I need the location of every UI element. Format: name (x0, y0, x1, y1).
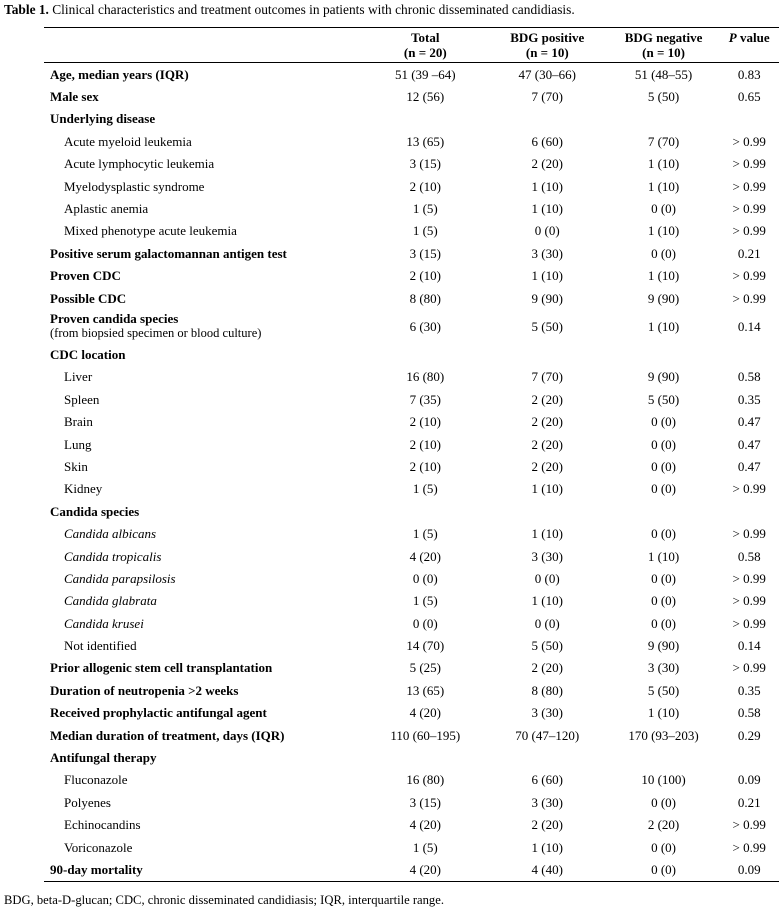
row-label-text: Candida albicans (64, 526, 157, 542)
table-row (44, 478, 779, 500)
row-label-text: Proven candida species (50, 311, 179, 327)
cell-total: 4 (20) (409, 548, 441, 564)
cell-bdg-positive: 3 (30) (531, 245, 563, 261)
cell-p-value: 0.29 (737, 727, 761, 743)
cell-total: 12 (56) (406, 89, 445, 105)
row-label-text: 90-day mortality (50, 861, 143, 877)
row-label (44, 769, 364, 791)
cell-p-value: 0.35 (737, 682, 761, 698)
cell-bdg-negative: 0 (0) (651, 414, 676, 430)
cell-p-value: 0.58 (737, 705, 761, 721)
cell-total (364, 343, 487, 365)
cell-p-value: 0.14 (737, 318, 761, 334)
cell-bdg-positive: 1 (10) (531, 526, 563, 542)
table-row (44, 724, 779, 746)
cell-total: 4 (20) (409, 817, 441, 833)
table-row (44, 769, 779, 791)
row-label (44, 724, 364, 746)
cell-bdg-positive: 1 (10) (531, 268, 563, 284)
row-label (44, 309, 364, 343)
cell-bdg-negative (608, 108, 720, 130)
cell-p-value: > 0.99 (732, 817, 766, 833)
cell-total: 7 (35) (409, 391, 441, 407)
cell-bdg-negative: 0 (0) (651, 481, 676, 497)
cell-p-value: > 0.99 (732, 570, 766, 586)
cell-total: 3 (15) (409, 156, 441, 172)
row-label-text: Duration of neutropenia >2 weeks (50, 682, 239, 698)
row-label-text: Polyenes (64, 794, 111, 810)
cell-bdg-negative: 0 (0) (651, 593, 676, 609)
row-label (44, 388, 364, 410)
cell-bdg-negative: 1 (10) (647, 548, 680, 564)
cell-bdg-negative: 1 (10) (647, 156, 680, 172)
row-label-text: Acute myeloid leukemia (64, 133, 192, 149)
cell-bdg-negative: 2 (20) (647, 817, 680, 833)
cell-bdg-negative: 5 (50) (647, 391, 680, 407)
cell-p-value: 0.21 (737, 245, 761, 261)
cell-bdg-positive (487, 108, 608, 130)
row-label (44, 590, 364, 612)
cell-bdg-positive: 3 (30) (531, 705, 563, 721)
cell-bdg-negative: 0 (0) (651, 201, 676, 217)
cell-p-value: > 0.99 (732, 526, 766, 542)
cell-bdg-positive: 4 (40) (531, 861, 563, 877)
table-row (44, 343, 779, 365)
cell-total: 14 (70) (406, 638, 445, 654)
cell-p-value: 0.09 (737, 861, 761, 877)
table-row (44, 522, 779, 544)
cell-bdg-positive: 9 (90) (531, 290, 563, 306)
table-row (44, 567, 779, 589)
cell-p-value: 0.47 (737, 436, 761, 452)
cell-total: 16 (80) (406, 772, 445, 788)
cell-p-value: 0.09 (737, 772, 761, 788)
cell-total: 3 (15) (409, 794, 441, 810)
table-row (44, 500, 779, 522)
cell-p-value: > 0.99 (732, 201, 766, 217)
cell-total: 4 (20) (409, 861, 441, 877)
row-label-text: Prior allogenic stem cell transplantation (50, 660, 273, 676)
table-row (44, 612, 779, 634)
table-row (44, 197, 779, 219)
cell-p-value: 0.14 (737, 638, 761, 654)
row-label-text: Proven CDC (50, 268, 121, 284)
cell-bdg-negative: 5 (50) (647, 682, 680, 698)
header-total-label: Total (411, 30, 440, 45)
cell-bdg-negative: 7 (70) (647, 133, 680, 149)
cell-total: 4 (20) (409, 705, 441, 721)
row-label-text: Candida tropicalis (64, 548, 162, 564)
row-label (44, 545, 364, 567)
cell-p-value: > 0.99 (732, 133, 766, 149)
table-row (44, 679, 779, 701)
cell-bdg-negative: 1 (10) (647, 318, 680, 334)
cell-bdg-negative: 1 (10) (647, 178, 680, 194)
cell-p-value: > 0.99 (732, 615, 766, 631)
header-bdg-positive-n: (n = 10) (525, 45, 569, 60)
cell-bdg-negative: 0 (0) (651, 245, 676, 261)
cell-total: 1 (5) (412, 481, 438, 497)
cell-bdg-positive: 7 (70) (531, 89, 563, 105)
table-row (44, 590, 779, 612)
row-label (44, 634, 364, 656)
header-bdg-positive (487, 28, 608, 63)
row-label-text: Mixed phenotype acute leukemia (64, 223, 237, 239)
cell-bdg-negative: 51 (48–55) (634, 66, 693, 82)
table-caption-text: Clinical characteristics and treatment outcomes in patients with chronic disseminated candidiasis. (48, 2, 575, 17)
table-row (44, 287, 779, 309)
cell-total: 51 (39 –64) (394, 66, 456, 82)
cell-p-value: 0.47 (737, 414, 761, 430)
cell-bdg-negative: 0 (0) (651, 839, 676, 855)
row-label (44, 63, 364, 86)
row-label-text: Lung (64, 436, 92, 452)
cell-bdg-negative: 170 (93–203) (628, 727, 699, 743)
row-label (44, 500, 364, 522)
cell-bdg-negative: 3 (30) (647, 660, 680, 676)
cell-p-value: > 0.99 (732, 290, 766, 306)
cell-bdg-positive: 2 (20) (531, 414, 563, 430)
row-label-text: Liver (64, 369, 93, 385)
cell-bdg-negative: 1 (10) (647, 268, 680, 284)
cell-bdg-negative: 9 (90) (647, 290, 680, 306)
table-row (44, 175, 779, 197)
table-caption (4, 2, 575, 18)
cell-bdg-positive: 2 (20) (531, 156, 563, 172)
cell-total: 13 (65) (406, 133, 445, 149)
row-label (44, 197, 364, 219)
cell-p-value (719, 343, 779, 365)
table-row (44, 702, 779, 724)
cell-bdg-positive: 2 (20) (531, 458, 563, 474)
cell-p-value: 0.47 (737, 458, 761, 474)
cell-bdg-positive: 47 (30–66) (518, 66, 576, 82)
row-label (44, 220, 364, 242)
table-row (44, 366, 779, 388)
cell-total: 2 (10) (409, 458, 441, 474)
row-label (44, 657, 364, 679)
header-total (364, 28, 487, 63)
table-row (44, 791, 779, 813)
row-label-text: Aplastic anemia (64, 201, 149, 217)
cell-p-value: > 0.99 (732, 178, 766, 194)
row-label-text: Male sex (50, 89, 99, 105)
cell-total: 5 (25) (409, 660, 441, 676)
row-label-text: Spleen (64, 391, 100, 407)
row-label (44, 836, 364, 858)
table-row (44, 433, 779, 455)
row-label-text: Fluconazole (64, 772, 128, 788)
cell-p-value: > 0.99 (732, 839, 766, 855)
row-label (44, 366, 364, 388)
table-row (44, 410, 779, 432)
cell-bdg-positive (487, 343, 608, 365)
cell-total (364, 500, 487, 522)
cell-p-value: 0.65 (737, 89, 761, 105)
cell-bdg-positive (487, 746, 608, 768)
table-row (44, 746, 779, 768)
row-label-text: Kidney (64, 481, 103, 497)
cell-bdg-negative (608, 746, 720, 768)
row-label-text: Candida krusei (64, 615, 144, 631)
table-row (44, 657, 779, 679)
header-bdg-negative (608, 28, 720, 63)
table-row (44, 85, 779, 107)
header-total-n: (n = 20) (403, 45, 447, 60)
row-label (44, 522, 364, 544)
row-label-text: Positive serum galactomannan antigen test (50, 245, 287, 261)
row-label (44, 567, 364, 589)
cell-p-value (719, 108, 779, 130)
cell-bdg-positive: 1 (10) (531, 178, 563, 194)
cell-bdg-positive: 2 (20) (531, 817, 563, 833)
cell-bdg-negative: 0 (0) (651, 526, 676, 542)
cell-total: 8 (80) (409, 290, 441, 306)
cell-bdg-negative: 1 (10) (647, 223, 680, 239)
row-label (44, 410, 364, 432)
cell-bdg-positive: 2 (20) (531, 436, 563, 452)
cell-bdg-positive: 8 (80) (531, 682, 563, 698)
cell-total: 1 (5) (412, 526, 438, 542)
cell-bdg-positive: 1 (10) (531, 593, 563, 609)
table-row (44, 242, 779, 264)
cell-total: 0 (0) (412, 570, 438, 586)
row-label-text: Not identified (64, 638, 137, 654)
cell-total: 1 (5) (412, 593, 438, 609)
cell-p-value: 0.21 (737, 794, 761, 810)
cell-bdg-positive: 5 (50) (531, 318, 563, 334)
table-row (44, 545, 779, 567)
header-bdg-negative-label: BDG negative (624, 30, 703, 45)
row-label-text: Myelodysplastic syndrome (64, 178, 205, 194)
table-row (44, 108, 779, 130)
cell-bdg-negative: 0 (0) (651, 794, 676, 810)
row-label (44, 858, 364, 881)
table-row (44, 265, 779, 287)
row-label-text: Received prophylactic antifungal agent (50, 705, 267, 721)
row-label-text: Echinocandins (64, 817, 141, 833)
cell-bdg-positive: 7 (70) (531, 369, 563, 385)
row-label (44, 455, 364, 477)
cell-bdg-negative: 0 (0) (651, 436, 676, 452)
row-label-text: Voriconazole (64, 839, 133, 855)
row-label (44, 679, 364, 701)
table-row (44, 153, 779, 175)
cell-bdg-positive: 3 (30) (531, 548, 563, 564)
cell-bdg-positive: 5 (50) (531, 638, 563, 654)
cell-p-value (719, 746, 779, 768)
row-label (44, 85, 364, 107)
cell-bdg-negative: 10 (100) (641, 772, 686, 788)
cell-p-value: 0.58 (737, 369, 761, 385)
row-label-text: Median duration of treatment, days (IQR) (50, 727, 285, 743)
row-label (44, 265, 364, 287)
row-label (44, 175, 364, 197)
cell-bdg-negative (608, 500, 720, 522)
cell-bdg-positive: 6 (60) (531, 133, 563, 149)
cell-bdg-negative: 9 (90) (647, 369, 680, 385)
cell-bdg-negative: 0 (0) (651, 861, 676, 877)
row-label-text: Antifungal therapy (50, 750, 157, 766)
row-label (44, 242, 364, 264)
row-label-text: Brain (64, 414, 93, 430)
cell-total: 2 (10) (409, 436, 441, 452)
cell-total: 110 (60–195) (390, 727, 461, 743)
table-row (44, 814, 779, 836)
header-p-value (719, 28, 779, 63)
cell-bdg-positive: 2 (20) (531, 391, 563, 407)
row-label (44, 814, 364, 836)
cell-p-value: > 0.99 (732, 223, 766, 239)
table-row (44, 220, 779, 242)
cell-total (364, 108, 487, 130)
table-row (44, 130, 779, 152)
cell-bdg-positive: 1 (10) (531, 839, 563, 855)
table-row (44, 455, 779, 477)
row-label-text: Candida species (50, 503, 140, 519)
table-caption-label: Table 1. (4, 2, 49, 17)
table-row (44, 388, 779, 410)
row-label (44, 702, 364, 724)
cell-p-value: 0.58 (737, 548, 761, 564)
cell-p-value: 0.83 (737, 66, 761, 82)
cell-total (364, 746, 487, 768)
cell-bdg-positive: 0 (0) (534, 615, 560, 631)
cell-total: 0 (0) (412, 615, 438, 631)
row-label (44, 108, 364, 130)
row-label-text: Candida parapsilosis (64, 570, 176, 586)
row-label (44, 478, 364, 500)
cell-p-value: > 0.99 (732, 268, 766, 284)
cell-total: 3 (15) (409, 245, 441, 261)
table-footnote: BDG, beta-D-glucan; CDC, chronic disseminated candidiasis; IQR, interquartile range. (4, 893, 444, 907)
cell-total: 16 (80) (406, 369, 445, 385)
row-label-note: (from biopsied specimen or blood culture) (50, 326, 262, 341)
cell-bdg-positive: 0 (0) (534, 570, 560, 586)
cell-p-value (719, 500, 779, 522)
header-p-italic: P (728, 30, 737, 45)
cell-bdg-positive: 3 (30) (531, 794, 563, 810)
row-label (44, 153, 364, 175)
row-label-text: Skin (64, 458, 88, 474)
cell-bdg-negative: 0 (0) (651, 458, 676, 474)
cell-bdg-negative: 0 (0) (651, 570, 676, 586)
cell-bdg-positive: 0 (0) (534, 223, 560, 239)
header-row (44, 28, 779, 63)
table-row (44, 63, 779, 86)
cell-total: 2 (10) (409, 178, 441, 194)
header-characteristic (44, 28, 364, 63)
row-label (44, 130, 364, 152)
cell-total: 1 (5) (412, 839, 438, 855)
header-bdg-positive-label: BDG positive (510, 30, 585, 45)
row-label-text: Possible CDC (50, 290, 127, 306)
table-row (44, 858, 779, 881)
cell-total: 2 (10) (409, 414, 441, 430)
row-label-text: Age, median years (IQR) (50, 66, 189, 82)
cell-bdg-positive: 2 (20) (531, 660, 563, 676)
cell-p-value: > 0.99 (732, 156, 766, 172)
cell-bdg-negative (608, 343, 720, 365)
clinical-characteristics-table (44, 27, 779, 882)
row-label (44, 791, 364, 813)
table-row (44, 634, 779, 656)
cell-total: 2 (10) (409, 268, 441, 284)
table-header (44, 28, 779, 63)
cell-bdg-negative: 5 (50) (647, 89, 680, 105)
row-label-text: Candida glabrata (64, 593, 157, 609)
row-label (44, 287, 364, 309)
row-label (44, 612, 364, 634)
cell-p-value: > 0.99 (732, 660, 766, 676)
cell-p-value: > 0.99 (732, 593, 766, 609)
cell-total: 13 (65) (406, 682, 445, 698)
row-label (44, 433, 364, 455)
cell-bdg-positive: 6 (60) (531, 772, 563, 788)
cell-bdg-positive: 1 (10) (531, 201, 563, 217)
cell-bdg-positive: 1 (10) (531, 481, 563, 497)
row-label-text: Underlying disease (50, 111, 156, 127)
cell-bdg-positive (487, 500, 608, 522)
table-row (44, 836, 779, 858)
cell-bdg-negative: 0 (0) (651, 615, 676, 631)
cell-bdg-negative: 1 (10) (647, 705, 680, 721)
row-label (44, 746, 364, 768)
table-body (44, 63, 779, 882)
row-label (44, 343, 364, 365)
cell-total: 1 (5) (412, 201, 438, 217)
cell-total: 1 (5) (412, 223, 438, 239)
header-bdg-negative-n: (n = 10) (642, 45, 685, 60)
cell-bdg-positive: 70 (47–120) (515, 727, 580, 743)
cell-total: 6 (30) (409, 318, 441, 334)
row-label-text: Acute lymphocytic leukemia (64, 156, 215, 172)
cell-bdg-negative: 9 (90) (647, 638, 680, 654)
cell-p-value: > 0.99 (732, 481, 766, 497)
header-p-rest: value (736, 30, 770, 45)
row-label-text: CDC location (50, 346, 126, 362)
table-row (44, 309, 779, 343)
cell-p-value: 0.35 (737, 391, 761, 407)
